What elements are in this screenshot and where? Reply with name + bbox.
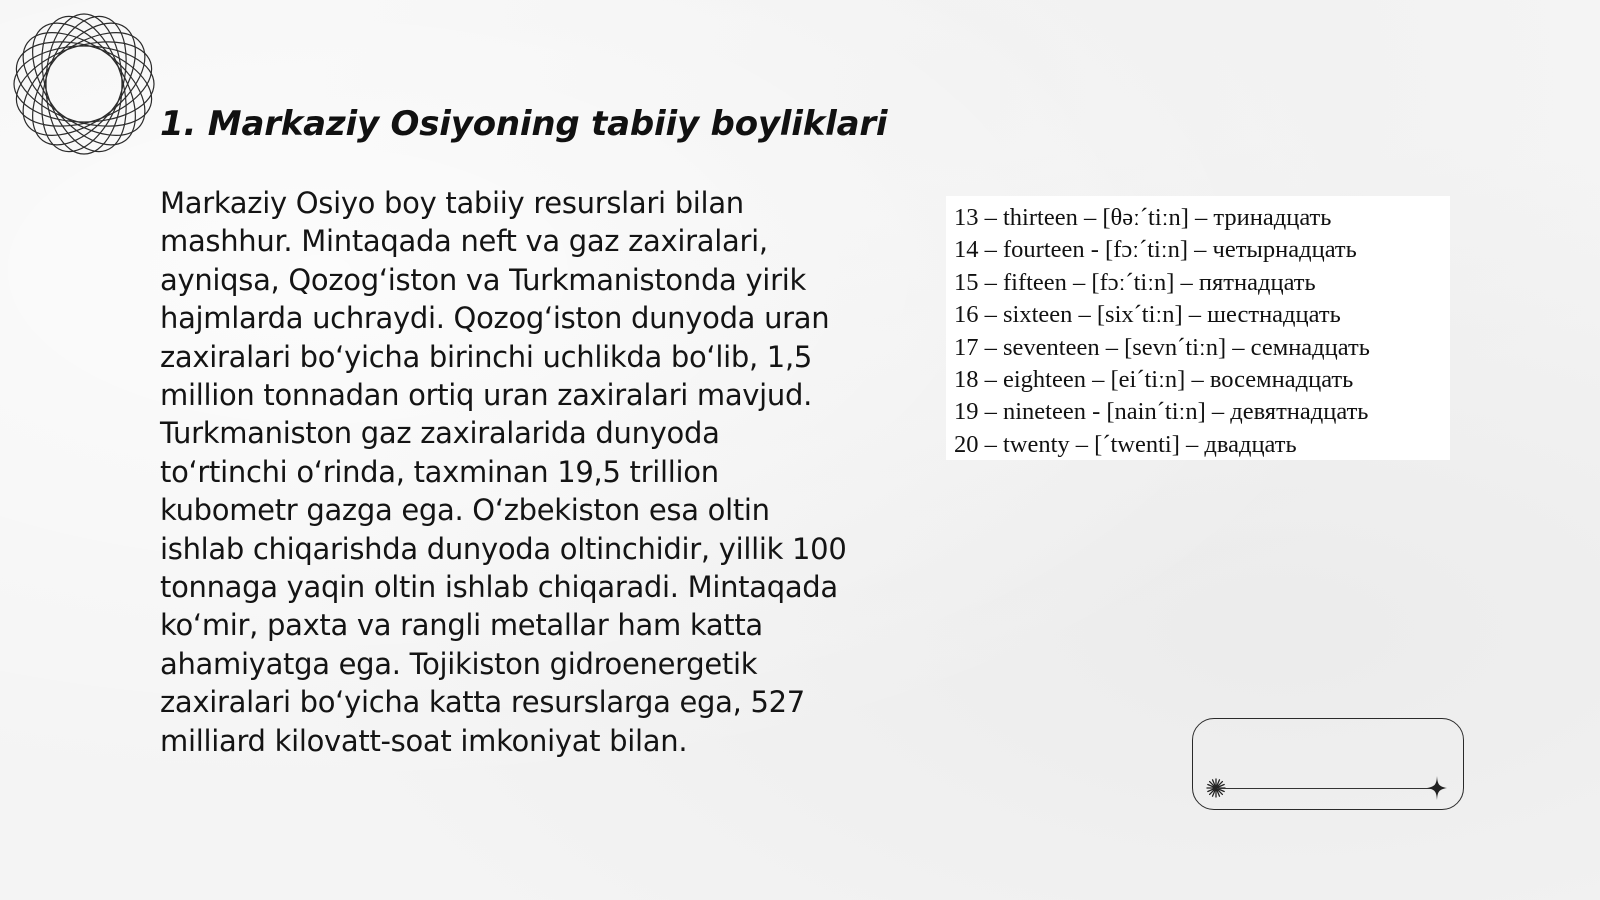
number-line: 20 – twenty – [ˊtwenti] – двадцать (954, 430, 1297, 458)
numbers-vocabulary-image (946, 196, 1450, 460)
number-line: 17 – seventeen – [sevnˊtiːn] – семнадцать (954, 333, 1370, 361)
sparkle-icon (1425, 775, 1449, 801)
rosette-petal (10, 12, 158, 156)
number-line: 18 – eighteen – [eiˊtiːn] – восемнадцать (954, 366, 1354, 394)
number-line: 19 – nineteen - [nainˊtiːn] – девятнадцать (954, 398, 1369, 426)
number-line: 16 – sixteen – [sixˊtiːn] – шестнадцать (954, 301, 1341, 329)
slide-title: 1. Markaziy Osiyoning tabiiy boyliklari (160, 104, 888, 144)
rosette-logo-icon (10, 10, 158, 158)
number-line: 14 – fourteen - [fɔːˊtiːn] – четырнадцать (954, 236, 1357, 264)
rosette-petal (14, 46, 154, 122)
number-line: 13 – thirteen – [θəːˊtiːn] – тринадцать (954, 204, 1332, 231)
rosette-petal (46, 14, 122, 154)
rosette-petal (12, 10, 156, 158)
slider-track (1217, 788, 1439, 789)
decorative-slider-frame (1192, 718, 1464, 810)
number-line: 15 – fifteen – [fɔːˊtiːn] – пятнадцать (954, 268, 1316, 296)
body-paragraph: Markaziy Osiyo boy tabiiy resurslari bilan mashhur. Mintaqada neft va gaz zaxiralari, ayniqsa, Qozog‘iston va Turkmanistonda yirik hajmlarda uchraydi. Qozog‘iston dunyoda uran zaxiralari bo‘yicha birinchi uchlikda bo‘lib, 1,5 million tonnadan ortiq uran zaxiralari mavjud. Turkmaniston gaz zaxiralarida dunyoda to‘rtinchi o‘rinda, taxminan 19,5 trillion kubometr gazga ega. O‘zbekiston esa oltin ishlab chiqarishda dunyoda oltinchidir, yillik 100 tonnaga yaqin oltin ishlab chiqaradi. Mintaqada ko‘mir, paxta va rangli metallar ham katta ahamiyatga ega. Tojikiston gidroenergetik zaxiralari bo‘yicha katta resurslarga ega, 527 milliard kilovatt-soat imkoniyat bilan. (160, 186, 847, 758)
